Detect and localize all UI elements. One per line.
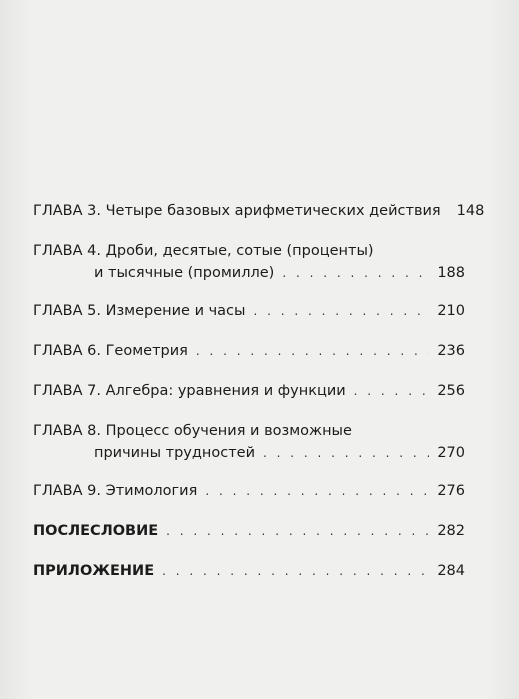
page-number: 188 (437, 265, 465, 281)
page-number: 282 (437, 523, 465, 539)
table-of-contents (33, 200, 485, 600)
toc-entry-chapter-6 (33, 340, 465, 362)
toc-entry-chapter-9 (33, 480, 465, 502)
chapter-label: ГЛАВА 5. (33, 303, 101, 319)
toc-line (33, 200, 485, 222)
chapter-title: Дроби, десятые, сотые (проценты) (105, 243, 374, 259)
dot-leader (263, 442, 429, 464)
chapter-title: Геометрия (105, 343, 188, 359)
page-number: 256 (437, 383, 465, 399)
toc-line (33, 420, 465, 442)
page-number: 148 (456, 203, 485, 219)
toc-entry-afterword (33, 520, 465, 542)
page-number: 270 (437, 445, 465, 461)
toc-line (33, 300, 465, 322)
dot-leader (354, 380, 430, 402)
toc-entry-chapter-4 (33, 240, 465, 284)
chapter-label: ГЛАВА 9. (33, 483, 101, 499)
chapter-label: ГЛАВА 3. (33, 203, 101, 219)
chapter-title: Процесс обучения и возможные (105, 423, 352, 439)
chapter-title: Алгебра: уравнения и функции (105, 383, 346, 399)
chapter-title-continued: и тысячные (промилле) (94, 265, 275, 281)
toc-entry-appendix (33, 560, 465, 582)
toc-entry-chapter-5 (33, 300, 465, 322)
dot-leader (166, 520, 429, 542)
page-number: 210 (437, 303, 465, 319)
dot-leader (196, 340, 429, 362)
chapter-label: ГЛАВА 8. (33, 423, 101, 439)
section-title: ПРИЛОЖЕНИЕ (33, 563, 155, 579)
page-number: 236 (437, 343, 465, 359)
toc-line (33, 520, 465, 542)
dot-leader (253, 300, 429, 322)
toc-line (33, 340, 465, 362)
dot-leader (282, 262, 429, 284)
chapter-label: ГЛАВА 6. (33, 343, 101, 359)
toc-line (33, 240, 465, 262)
chapter-label: ГЛАВА 7. (33, 383, 101, 399)
chapter-title: Измерение и часы (105, 303, 246, 319)
toc-line (33, 480, 465, 502)
toc-line (33, 560, 465, 582)
toc-line-continued (33, 442, 465, 464)
toc-entry-chapter-7 (33, 380, 465, 402)
chapter-title: Четыре базовых арифметических действия (105, 203, 441, 219)
chapter-title-continued: причины трудностей (94, 445, 256, 461)
toc-entry-chapter-3 (33, 200, 485, 222)
dot-leader (205, 480, 429, 502)
page-number: 276 (437, 483, 465, 499)
page-number: 284 (437, 563, 465, 579)
section-title: ПОСЛЕСЛОВИЕ (33, 523, 159, 539)
chapter-title: Этимология (105, 483, 198, 499)
dot-leader (162, 560, 429, 582)
toc-line-continued (33, 262, 465, 284)
toc-entry-chapter-8 (33, 420, 465, 464)
chapter-label: ГЛАВА 4. (33, 243, 101, 259)
toc-line (33, 380, 465, 402)
